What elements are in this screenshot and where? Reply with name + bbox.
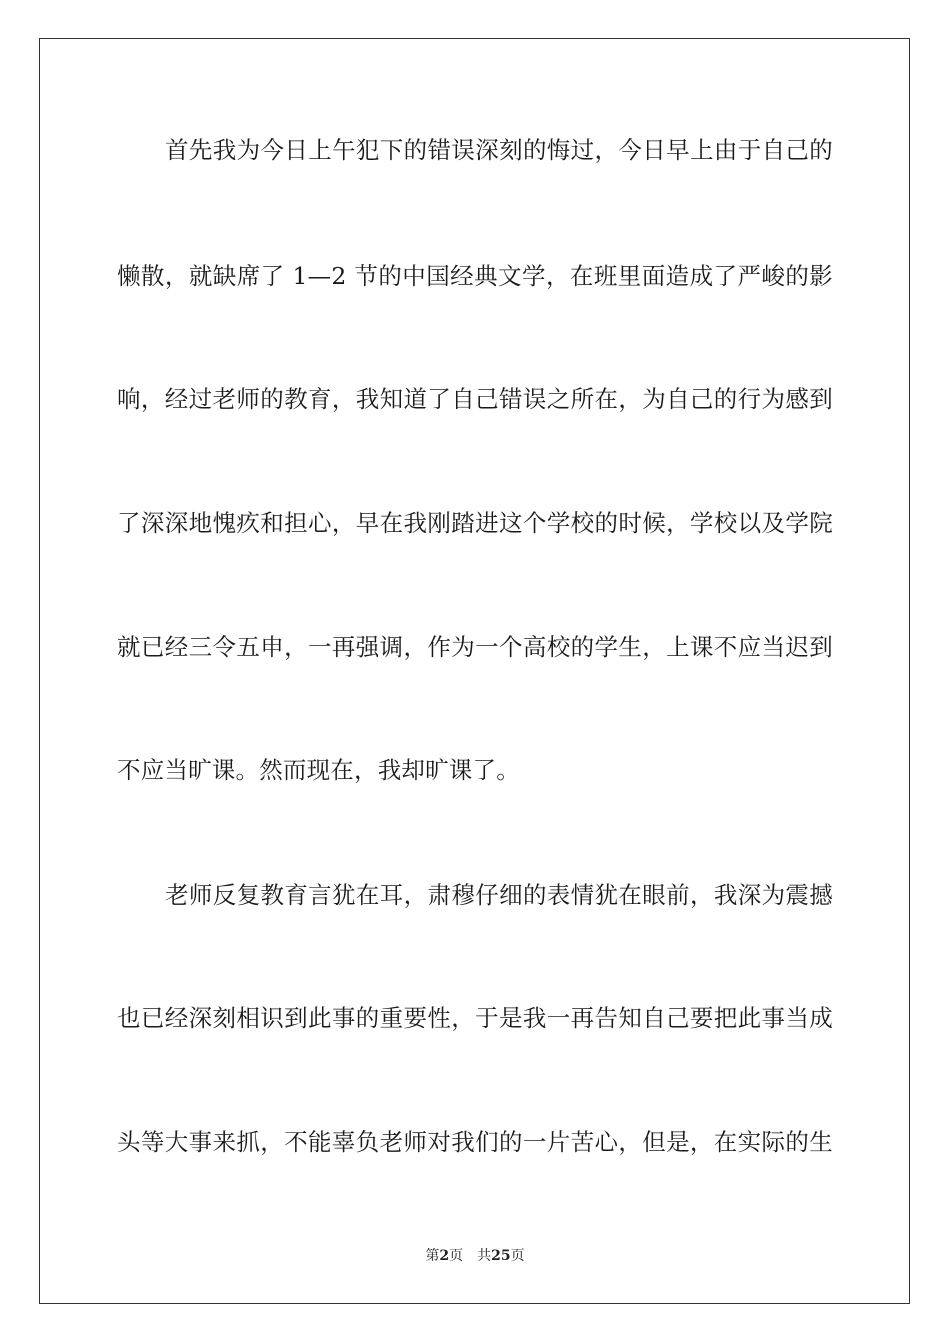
paragraph-2-line-2: 也已经深刻相识到此事的重要性，于是我一再告知自己要把此事当成 — [117, 1004, 833, 1032]
paragraph-1-line-6: 不应当旷课。然而现在，我却旷课了。 — [117, 756, 520, 784]
paragraph-1-line-4: 了深深地愧疚和担心，早在我刚踏进这个学校的时候，学校以及学院 — [117, 509, 833, 537]
total-pages: 25 — [491, 1248, 511, 1264]
paragraph-1-line-2: 懒散，就缺席了 1—2 节的中国经典文学，在班里面造成了严峻的影 — [117, 262, 833, 290]
page-number: 2 — [439, 1248, 450, 1264]
paragraph-1-line-5: 就已经三令五申，一再强调，作为一个高校的学生，上课不应当迟到 — [117, 633, 833, 661]
total-label-suffix: 页 — [510, 1248, 525, 1264]
page-label-suffix: 页 — [449, 1248, 464, 1264]
paragraph-1-line-1: 首先我为今日上午犯下的错误深刻的悔过，今日早上由于自己的 — [165, 136, 833, 164]
page-border — [39, 38, 910, 1304]
paragraph-2-line-1: 老师反复教育言犹在耳，肃穆仔细的表情犹在眼前，我深为震撼 — [165, 881, 833, 909]
paragraph-1-line-3: 响，经过老师的教育，我知道了自己错误之所在，为自己的行为感到 — [117, 385, 833, 413]
page-label-prefix: 第 — [425, 1248, 440, 1264]
total-label-prefix: 共 — [477, 1248, 492, 1264]
paragraph-2-line-3: 头等大事来抓，不能辜负老师对我们的一片苦心，但是，在实际的生 — [117, 1128, 833, 1156]
page-footer — [0, 1247, 950, 1265]
